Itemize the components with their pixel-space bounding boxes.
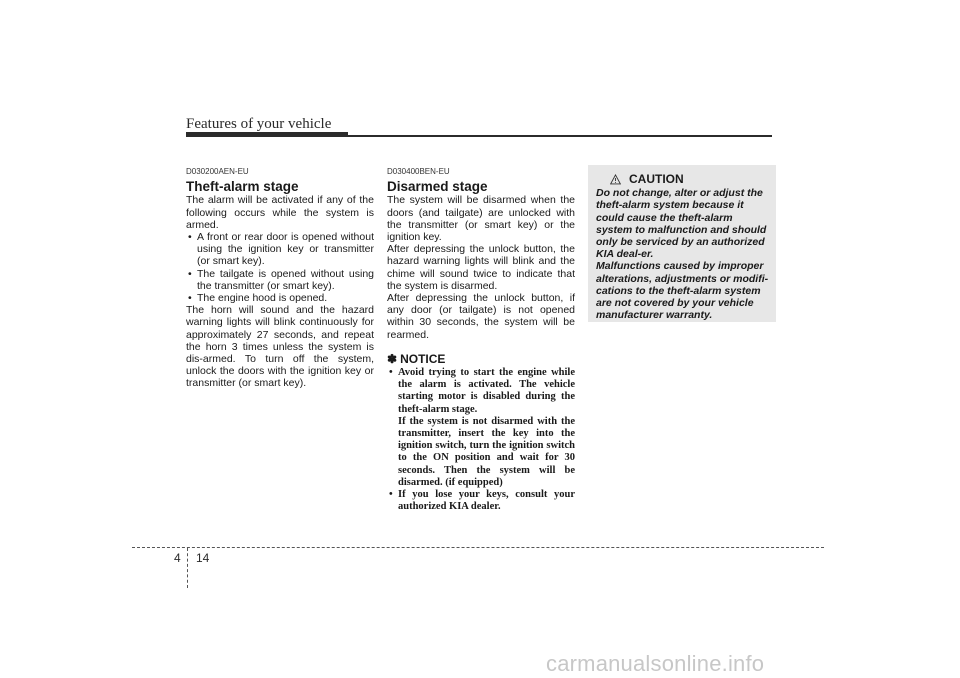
section-heading: Theft-alarm stage bbox=[186, 179, 299, 195]
left-column bbox=[186, 166, 374, 390]
paragraph: After depressing the unlock button, the hazard warning lights will blink and the chime will sound twice to indicate that the system is disarmed. bbox=[387, 243, 575, 292]
bullet-list bbox=[186, 231, 374, 304]
caution-box bbox=[588, 165, 776, 322]
caution-title: CAUTION bbox=[629, 172, 684, 186]
section-code: D030200AEN-EU bbox=[186, 167, 249, 176]
notice-title: NOTICE bbox=[400, 351, 446, 366]
watermark: carmanualsonline.info bbox=[546, 651, 765, 676]
paragraph: After depressing the unlock button, if any door (or tailgate) is not opened within 30 seconds, the system will be rearmed. bbox=[387, 292, 575, 341]
list-item: • If you lose your keys, consult your authorized KIA dealer. bbox=[387, 489, 575, 513]
header-bar bbox=[186, 132, 348, 137]
list-item bbox=[387, 367, 575, 489]
list-item: • The engine hood is opened. bbox=[186, 292, 374, 304]
page-number: 14 bbox=[196, 551, 210, 565]
footer-dashed-divider bbox=[187, 548, 188, 588]
warning-triangle-icon bbox=[610, 174, 621, 185]
list-item: • A front or rear door is opened without using the ignition key or transmitter (or smart key). bbox=[186, 231, 374, 268]
footer-dashed-rule bbox=[132, 547, 824, 548]
page-header-title: Features of your vehicle bbox=[186, 116, 332, 132]
notice-list bbox=[387, 367, 575, 513]
middle-column bbox=[387, 166, 575, 513]
notice-heading bbox=[387, 353, 575, 365]
paragraph: The horn will sound and the hazard warning lights will blink continuously for approximately 27 seconds, and repeat the horn 3 times unless the system is dis-armed. To turn off the system, unlock the doors with the ignition key or transmitter (or smart key). bbox=[186, 304, 374, 390]
paragraph: Malfunctions caused by improper alterations, adjustments or modifi-cations to the theft-alarm system are not covered by your vehicle manufacturer warranty. bbox=[596, 260, 769, 322]
section-heading: Disarmed stage bbox=[387, 179, 488, 195]
caution-heading bbox=[610, 173, 769, 185]
paragraph: The system will be disarmed when the doors (and tailgate) are unlocked with the transmitter (or smart key) or the ignition key. bbox=[387, 194, 575, 244]
header-rule bbox=[348, 135, 772, 137]
paragraph: Do not change, alter or adjust the theft-alarm system because it could cause the theft-alarm system to malfunction and should only be serviced by an authorized KIA deal-er. bbox=[596, 187, 767, 261]
caution-text bbox=[596, 187, 769, 321]
notice-text: Avoid trying to start the engine while the alarm is activated. The vehicle starting motor is disabled during the theft-alarm stage. bbox=[398, 367, 575, 415]
notice-text: If the system is not disarmed with the transmitter, insert the key into the ignition switch, turn the ignition switch to the ON position and wait for 30 seconds. Then the system will be disarmed. (if equipped) bbox=[398, 415, 575, 488]
notice-star-icon: ✽ bbox=[387, 351, 398, 366]
paragraph: The alarm will be activated if any of the following occurs while the system is armed. bbox=[186, 194, 374, 231]
list-item: • The tailgate is opened without using the transmitter (or smart key). bbox=[186, 268, 374, 292]
chapter-number: 4 bbox=[174, 551, 181, 565]
section-code: D030400BEN-EU bbox=[387, 167, 450, 176]
